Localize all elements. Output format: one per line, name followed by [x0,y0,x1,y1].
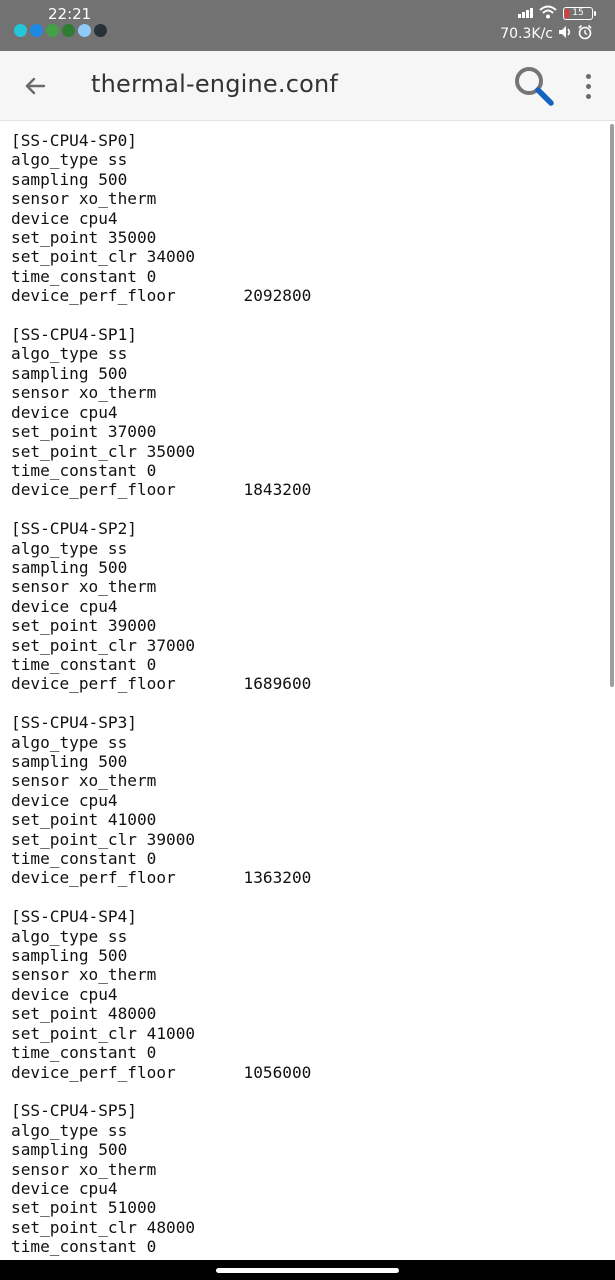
file-line: algo_type ss [11,538,128,558]
navigation-bar [0,1260,615,1280]
file-line: set_point 35000 [11,228,157,248]
file-line: set_point 41000 [11,810,157,830]
settings-notification-icon [14,24,27,37]
file-line: set_point 48000 [11,1004,157,1024]
more-vertical-icon [586,74,591,79]
app-notification-icon [94,24,107,37]
scrollbar[interactable] [610,124,614,687]
app-bar [0,51,615,121]
arrow-left-icon [23,74,47,98]
file-line: set_point_clr 34000 [11,247,196,267]
file-line: set_point_clr 37000 [11,635,196,655]
file-line: [SS-CPU4-SP5] [11,1101,137,1121]
file-line: [SS-CPU4-SP4] [11,907,137,927]
page-title: thermal-engine.conf [91,70,339,98]
file-content-viewer[interactable] [0,122,615,1260]
file-line [11,694,311,713]
more-options-button[interactable] [574,68,602,104]
status-indicators [500,4,593,45]
file-line: time_constant 0 [11,266,157,286]
file-line: time_constant 0 [11,460,157,480]
file-line: set_point_clr 39000 [11,829,196,849]
security-notification-icon [62,24,75,37]
file-line: sensor xo_therm [11,577,157,597]
file-text [11,131,311,1276]
file-line: device_perf_floor 1843200 [11,480,312,500]
file-line: [SS-CPU4-SP2] [11,519,137,539]
file-line: algo_type ss [11,1120,128,1140]
file-line: algo_type ss [11,732,128,752]
file-line: device_perf_floor 2092800 [11,286,312,306]
file-line: sampling 500 [11,363,128,383]
file-line: set_point 39000 [11,616,157,636]
file-line: device_perf_floor 1363200 [11,868,312,888]
file-line: set_point 51000 [11,1198,157,1218]
file-line: set_point_clr 35000 [11,441,196,461]
file-line: sensor xo_therm [11,771,157,791]
file-line: algo_type ss [11,150,128,170]
volume-icon [557,24,573,44]
file-line: sensor xo_therm [11,1159,157,1179]
file-line: device cpu4 [11,402,118,422]
file-line: sampling 500 [11,557,128,577]
status-bar [0,0,615,51]
wifi-icon [539,4,557,23]
battery-level: 15 [572,7,584,18]
net-speed: 70.3K/c [500,26,553,42]
search-button[interactable] [511,63,557,109]
file-line [11,306,311,325]
file-line: time_constant 0 [11,1237,157,1257]
browser-notification-icon [78,24,91,37]
file-line [11,888,311,907]
file-line: device cpu4 [11,1178,118,1198]
file-line: [SS-CPU4-SP3] [11,713,137,733]
battery-icon [563,7,593,20]
file-line: set_point_clr 41000 [11,1023,196,1043]
file-line: sensor xo_therm [11,965,157,985]
file-line: algo_type ss [11,926,128,946]
search-icon [511,63,557,109]
file-line: sensor xo_therm [11,189,157,209]
file-line: sampling 500 [11,169,128,189]
android-notification-icon [46,24,59,37]
file-line: set_point_clr 48000 [11,1217,196,1237]
alarm-icon [577,24,593,44]
file-line: set_point 37000 [11,422,157,442]
file-line: device_perf_floor 1056000 [11,1062,312,1082]
file-line: time_constant 0 [11,1043,157,1063]
signal-icon [518,8,533,18]
file-line: [SS-CPU4-SP0] [11,131,137,150]
file-line: device cpu4 [11,984,118,1004]
file-line [11,1082,311,1101]
file-line: sampling 500 [11,1140,128,1160]
file-line: algo_type ss [11,344,128,364]
file-line: time_constant 0 [11,849,157,869]
chat-notification-icon [30,24,43,37]
home-indicator[interactable] [216,1268,399,1273]
notification-icons [14,24,107,38]
file-line: device cpu4 [11,790,118,810]
back-button[interactable] [14,66,56,106]
file-line: [SS-CPU4-SP1] [11,325,137,345]
file-line: device cpu4 [11,208,118,228]
file-line [11,500,311,519]
file-line: device_perf_floor 1689600 [11,674,312,694]
file-line: time_constant 0 [11,654,157,674]
file-line: sampling 500 [11,752,128,771]
status-time: 22:21 [48,5,92,23]
file-line: sensor xo_therm [11,383,157,403]
file-line: device cpu4 [11,596,118,616]
file-line: sampling 500 [11,946,128,966]
